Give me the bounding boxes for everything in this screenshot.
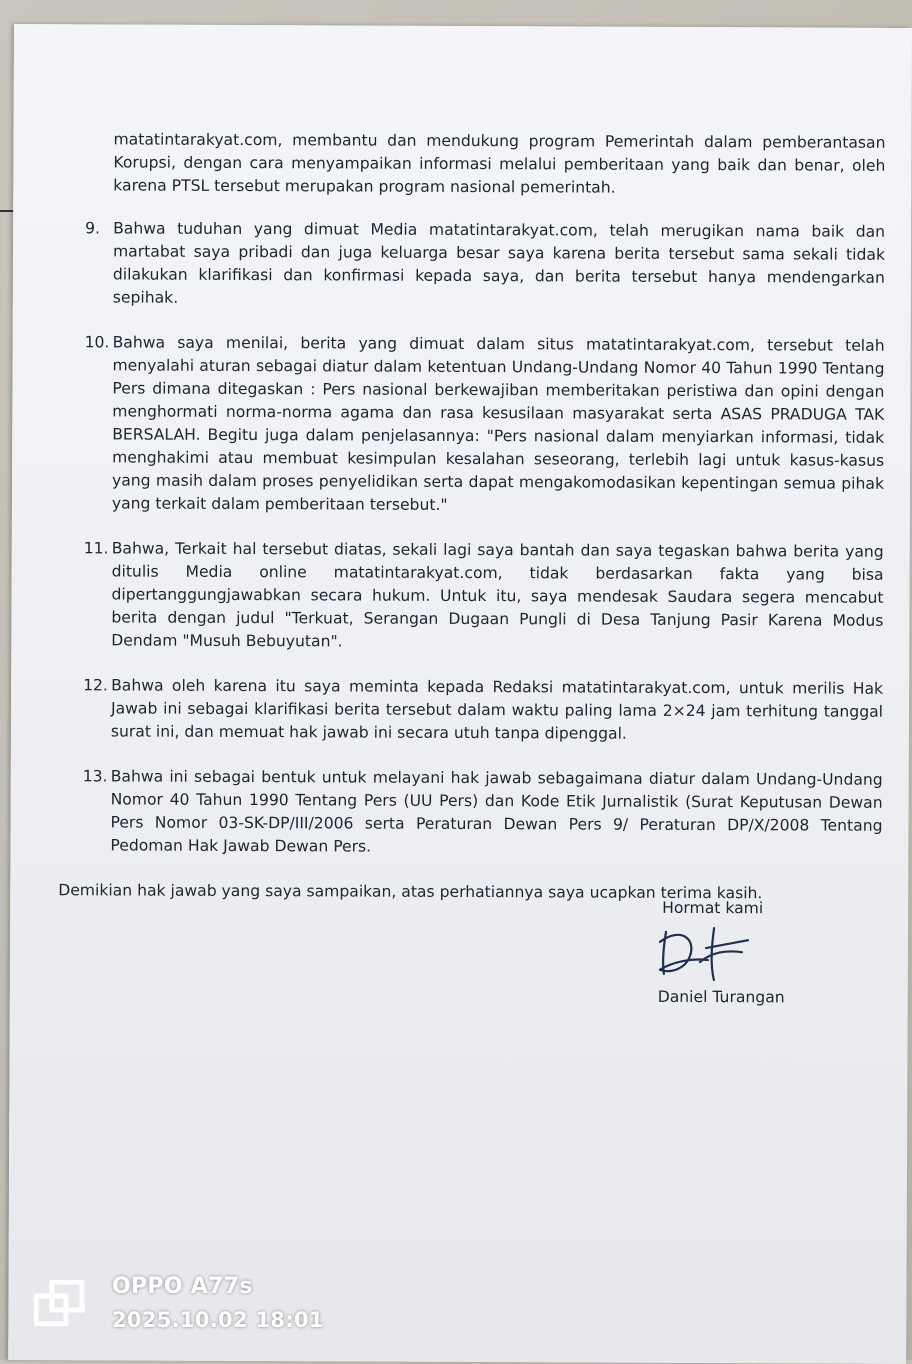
letter-body: [58, 128, 886, 1007]
item-text: Bahwa oleh karena itu saya meminta kepada Redaksi matatintarakyat.com, untuk merilis Hak Jawab ini sebagai klarifikasi berita tersebut dalam waktu paling lama 2×24 jam terhitung tanggal surat ini, dan memuat hak jawab ini secara utuh tanpa dipenggal.: [110, 676, 884, 743]
list-item: [83, 537, 884, 655]
item-text: Bahwa ini sebagai bentuk untuk melayani hak jawab sebagaimana diatur dalam Undang-Undang Nomor 40 Tahun 1990 Tentang Pers (UU Pers) dan Kode Etik Jurnalistik (Surat Keputusan Dewan Pers Nomor 03-SK-DP/III/2006 serta Peraturan Dewan Pers 9/ Peraturan DP/X/2008 Tentang Pedoman Hak Jawab Dewan Pers.: [110, 767, 883, 856]
capture-datetime: 2025.10.02 18:01: [112, 1308, 324, 1332]
item-number: 11.: [83, 539, 109, 558]
list-item: [84, 331, 885, 518]
item-number: 12.: [83, 676, 108, 695]
item-number: 10.: [84, 333, 110, 352]
item-text: Bahwa, Terkait hal tersebut diatas, sekali lagi saya bantah dan saya tegaskan bahwa berita yang ditulis Media online matatintarakyat.com, tidak berdasarkan fakta yang bisa dipertanggungjawabkan secara hukum. Untuk itu, saya mendesak Saudara segera mencabut berita dengan judul "Terkuat, Serangan Dugaan Pungli di Desa Tanjung Pasir Karena Modus Dendam "Musuh Bebuyutan".: [111, 539, 884, 651]
signer-name: Daniel Turangan: [657, 987, 785, 1007]
item-number: 9.: [85, 219, 101, 238]
list-item: [83, 674, 884, 746]
handwritten-signature: [652, 922, 762, 982]
oppo-logo-icon: [34, 1280, 86, 1326]
item-number: 13.: [82, 767, 108, 786]
letter-page: [8, 24, 912, 1364]
item-text: Bahwa saya menilai, berita yang dimuat dalam situs matatintarakyat.com, tersebut telah menyalahi aturan sebagai diatur dalam ketentuan Undang-Undang Nomor 40 Tahun 1990 Tentang Pers dimana ditegaskan : Pers nasional berkewajiban memberitakan peristiwa dan opini dengan menghormati norma-norma agama dan rasa kesusilaan masyarakat serta ASAS PRADUGA TAK BERSALAH. Begitu juga dalam penjelasannya: "Pers nasional dalam menyiarkan informasi, tidak menghakimi atau membuat kesimpulan kesalahan seseorang, terlebih lagi untuk kasus-kasus yang masih dalam proses penyelidikan serta dapat mengakomodasikan kepentingan semua pihak yang terkait dalam pemberitaan tersebut.": [111, 333, 885, 514]
closing-sentence: Demikian hak jawab yang saya sampaikan, atas perhatiannya saya ucapkan terima kasih.: [58, 881, 763, 903]
list-item: [85, 217, 886, 312]
device-model: OPPO A77s: [112, 1274, 253, 1299]
continuation-paragraph: matatintarakyat.com, membantu dan mendukung program Pemerintah dalam pemberantasan Korupsi, dengan cara menyampaikan informasi melalui pemberitaan yang baik dan benar, oleh karena PTSL tersebut merupakan program nasional pemerintah.: [113, 130, 886, 197]
signature-block: [657, 897, 860, 1010]
item-text: Bahwa tuduhan yang dimuat Media matatintarakyat.com, telah merugikan nama baik dan martabat saya pribadi dan juga keluarga besar saya karena berita tersebut sama sekali tidak dilakukan klarifikasi dan konfirmasi kepada saya, dan berita tersebut hanya mendengarkan sepihak.: [112, 219, 886, 307]
regards-text: Hormat kami: [662, 898, 764, 918]
list-item: [82, 765, 883, 860]
